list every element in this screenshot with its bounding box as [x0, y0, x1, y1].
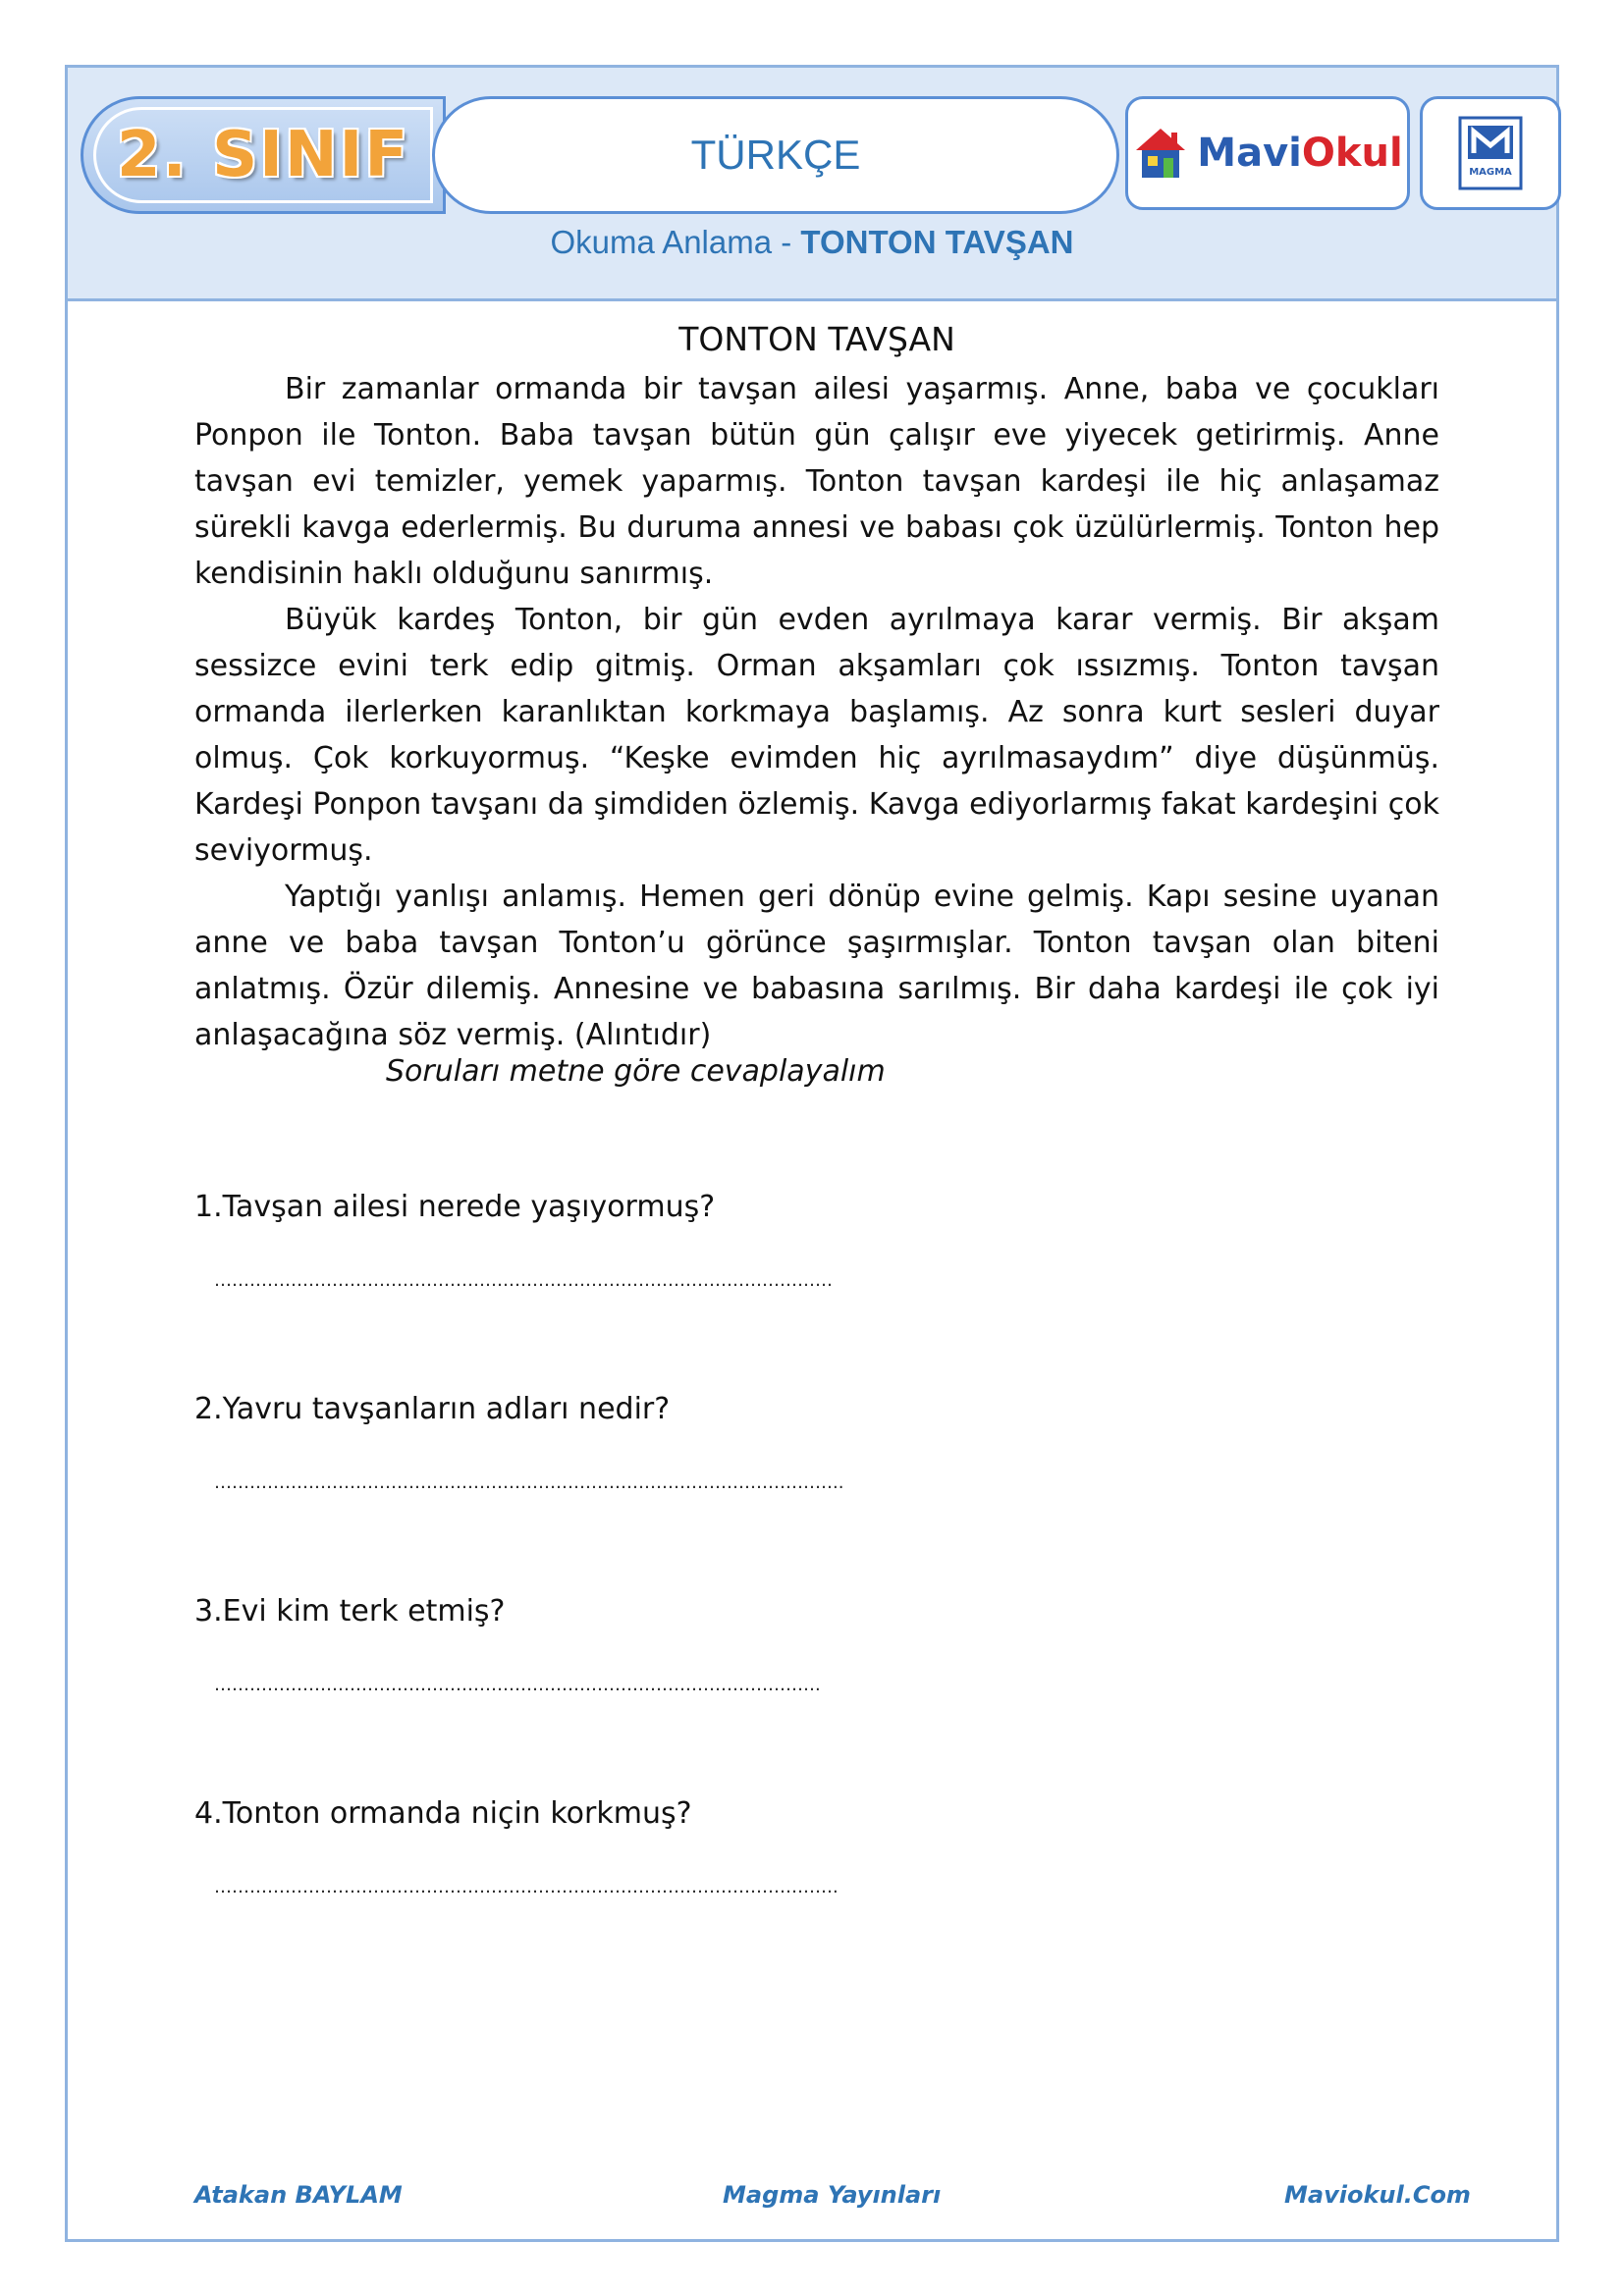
- subtitle-title: TONTON TAVŞAN: [800, 224, 1074, 260]
- page-subtitle: [68, 224, 1556, 261]
- subtitle-prefix: Okuma Anlama -: [550, 224, 801, 260]
- footer-author: Atakan BAYLAM: [194, 2181, 403, 2209]
- logo-text-okul: Okul: [1301, 131, 1403, 176]
- footer-site[interactable]: Maviokul.Com: [1284, 2181, 1471, 2209]
- subject-box: [432, 96, 1119, 214]
- logo-text-mavi: Mavi: [1197, 131, 1302, 176]
- footer-publisher: Magma Yayınları: [723, 2181, 942, 2209]
- answer-line-3[interactable]: ………………………………………………………………………………………….: [214, 1675, 821, 1695]
- story-section: [194, 320, 1439, 1058]
- question-3: 3.Evi kim terk etmiş?: [194, 1594, 506, 1629]
- house-icon: [1132, 125, 1189, 182]
- answer-line-1[interactable]: ……………………………………………………………………………………………: [214, 1270, 833, 1291]
- maviokul-logo: [1125, 96, 1410, 210]
- answer-line-2[interactable]: ……………………………………………………………………………………………..: [214, 1472, 844, 1493]
- story-paragraph-3: Yaptığı yanlışı anlamış. Hemen geri dönüp evine gelmiş. Kapı sesine uyanan anne ve baba tavşan Tonton’u görünce şaşırmışlar. Tonton tavşan olan biteni anlatmış. Özür dilemiş. Annesine ve babasına sarılmış. Bir daha kardeşi ile çok iyi anlaşacağına söz vermiş. (Alıntıdır): [194, 880, 1439, 1052]
- grade-label: 2. SINIF: [116, 119, 410, 191]
- instruction-text: Soruları metne göre cevaplayalım: [386, 1054, 886, 1089]
- magma-logo-text: MAGMA: [1469, 167, 1512, 178]
- story-paragraph-2: Büyük kardeş Tonton, bir gün evden ayrılmaya karar vermiş. Bir akşam sessizce evini terk edip gitmiş. Orman akşamları çok ıssızmış. Tonton tavşan ormanda ilerlerken karanlıktan korkmaya başlamış. Az sonra kurt sesleri duyar olmuş. Çok korkuyormuş. “Keşke evimden hiç ayrılmasaydım” diye düşünmüş. Kardeşi Ponpon tavşanı da şimdiden özlemiş. Kavga ediyorlarmış fakat kardeşini çok seviyormuş.: [194, 603, 1439, 868]
- question-2: 2.Yavru tavşanların adları nedir?: [194, 1392, 671, 1426]
- logo-text: [1197, 131, 1402, 176]
- answer-line-4[interactable]: …………………………………………………………………………………………….: [214, 1877, 839, 1897]
- magma-logo: [1420, 96, 1561, 210]
- story-title: TONTON TAVŞAN: [678, 320, 955, 358]
- question-1: 1.Tavşan ailesi nerede yaşıyormuş?: [194, 1190, 716, 1224]
- subject-label: TÜRKÇE: [690, 132, 861, 178]
- question-4: 4.Tonton ormanda niçin korkmuş?: [194, 1796, 692, 1831]
- magma-book-icon: [1456, 114, 1525, 192]
- story-paragraph-1: Bir zamanlar ormanda bir tavşan ailesi yaşarmış. Anne, baba ve çocukları Ponpon ile Tonton. Baba tavşan bütün gün çalışır eve yiyecek getirirmiş. Anne tavşan evi temizler, yemek yaparmış. Tonton tavşan kardeşi ile hiç anlaşamaz sürekli kavga ederlermiş. Bu duruma annesi ve babası çok üzülürlermiş. Tonton hep kendisinin haklı olduğunu sanırmış.: [194, 372, 1439, 591]
- grade-badge: [81, 96, 446, 214]
